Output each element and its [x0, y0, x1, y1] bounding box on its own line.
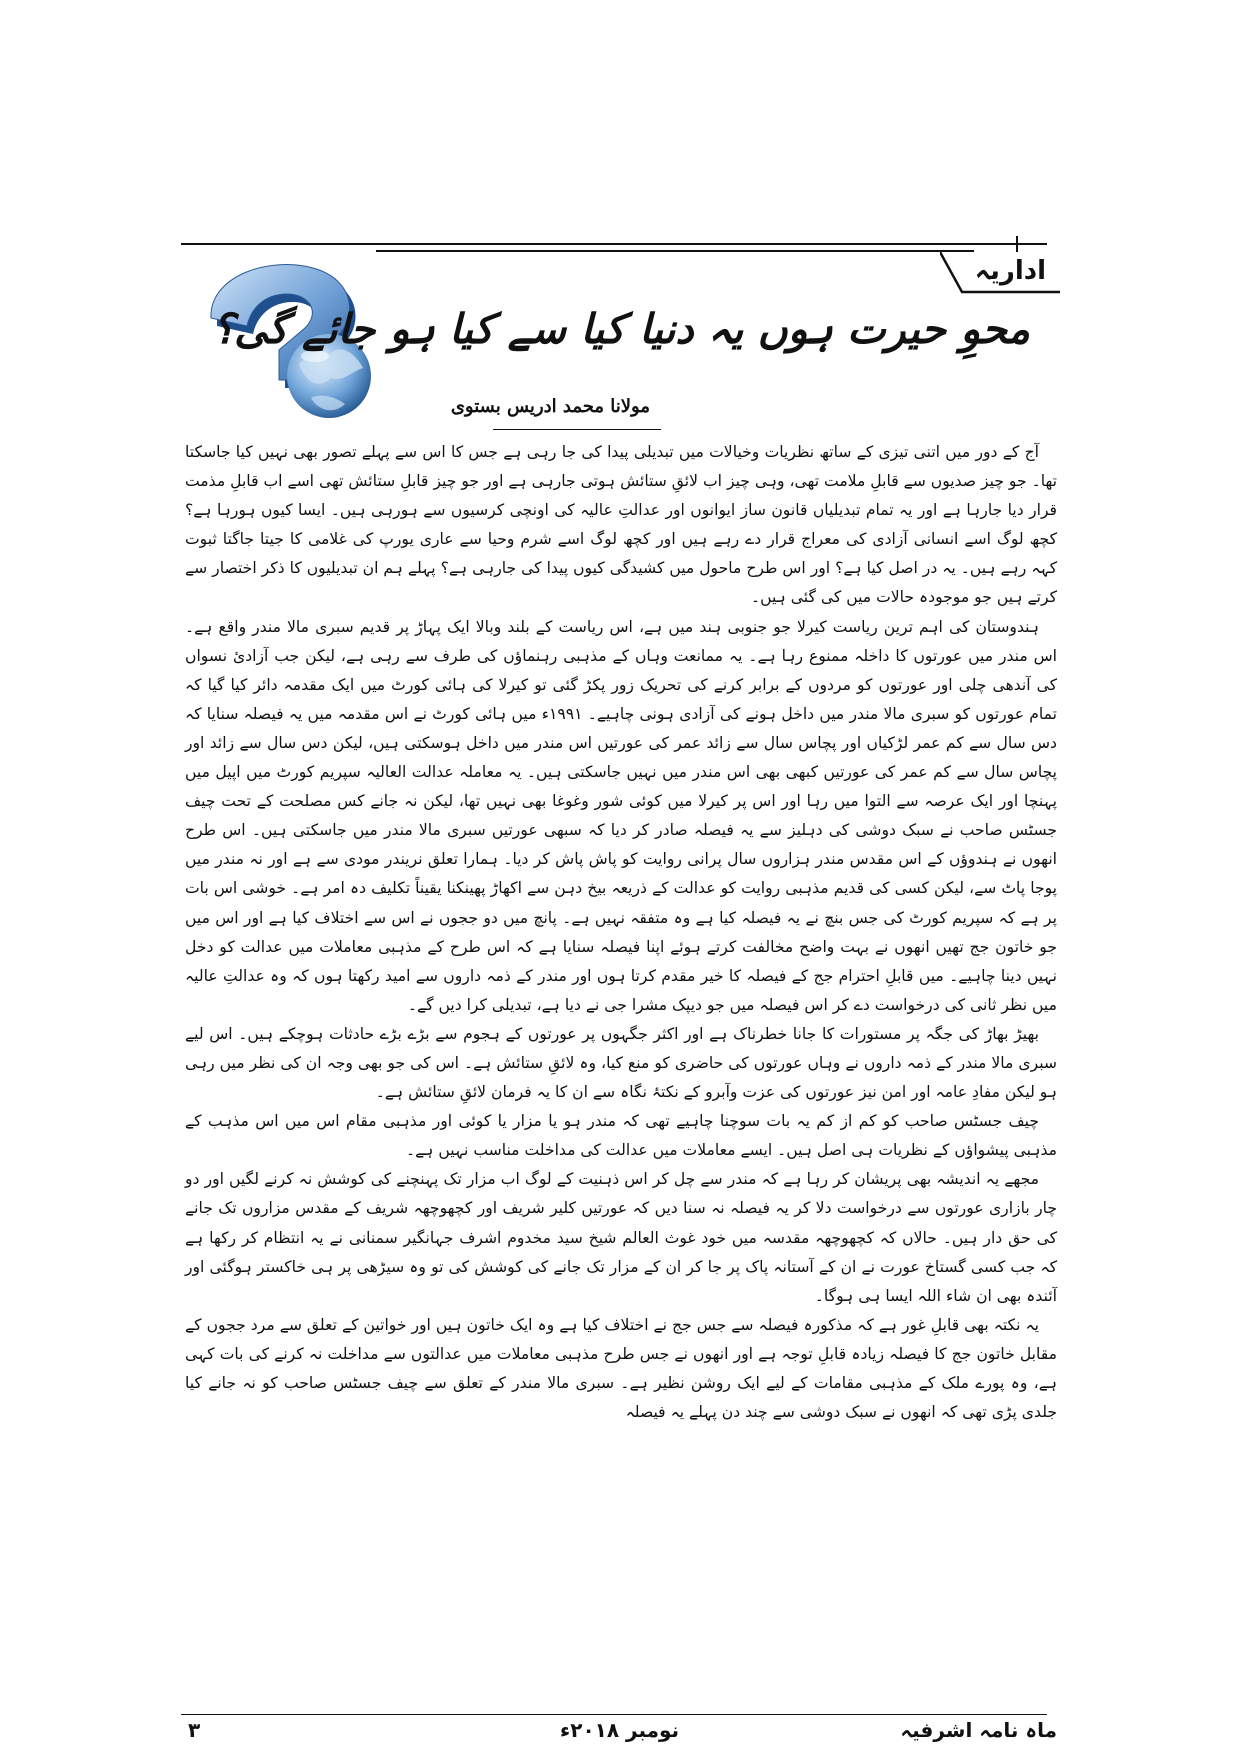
article-paragraph: یہ نکتہ بھی قابلِ غور ہے کہ مذکورہ فیصلہ سے جس جج نے اختلاف کیا ہے وہ ایک خاتون ہیں اور خواتین کے تعلق سے مرد ججوں کے مقابل خاتون جج کا فیصلہ زیادہ قابلِ توجہ ہے اور انھوں نے جس طرح مذہبی معاملات میں عدالتوں سے مداخلت نہ کرنے کی بات کہی ہے، وہ پورے ملک کے مذہبی مقامات کے لیے ایک روشن نظیر ہے۔ سبری مالا مندر کے تعلق سے چیف جسٹس صاحب کو نہ جانے کیا جلدی پڑی تھی کہ انھوں نے سبک دوشی سے چند دن پہلے یہ فیصلہ [185, 1315, 1057, 1422]
article-paragraph: مجھے یہ اندیشہ بھی پریشان کر رہا ہے کہ مندر سے چل کر اس ذہنیت کے لوگ اب مزار تک پہنچنے کی کوشش نہ کرنے لگیں اور دو چار بازاری عورتوں سے درخواست دلا کر یہ فیصلہ نہ سنا دیں کہ عورتیں کلیر شریف اور کچھوچھہ شریف کے مقدس مزاروں تک جانے کی حق دار ہیں۔ حالاں کہ کچھوچھہ مقدسہ میں خود غوث العالم شیخ سید مخدوم اشرف جہانگیر سمنانی نے یہ انتظام کر رکھا ہے کہ جب کسی گستاخ عورت نے ان کے آستانہ پاک پر جا کر ان کے مزار تک جانے کی کوشش کی تو وہ سیڑھی پر ہی خاکستر ہوگئی اور آئندہ بھی ان شاء اللہ ایسا ہی ہوگا۔ [185, 1170, 1057, 1305]
article-paragraph: ہندوستان کی اہم ترین ریاست کیرلا جو جنوبی ہند میں ہے، اس ریاست کے بلند وبالا ایک پہاڑ پر قدیم سبری مالا مندر واقع ہے۔ اس مندر میں عورتوں کا داخلہ ممنوع رہا ہے۔ یہ ممانعت وہاں کے مذہبی رہنماؤں کی طرف سے رہی ہے، لیکن جب آزادیٔ نسواں کی آندھی چلی اور عورتوں کو مردوں کے برابر کرنے کی تحریک زور پکڑ گئی تو کیرلا کی ہائی کورٹ میں ایک مقدمہ دائر کیا گیا کہ تمام عورتوں کو سبری مالا مندر میں داخل ہونے کی آزادی ہونی چاہیے۔ ۱۹۹۱ء میں ہائی کورٹ نے اس مقدمہ میں یہ فیصلہ سنایا کہ دس سال سے کم عمر لڑکیاں اور پچاس سال سے زائد عمر کی عورتیں اس مندر میں داخل ہوسکتی ہیں، لیکن دس سال سے زائد اور پچاس سال سے کم عمر کی عورتیں کبھی بھی اس مندر میں نہیں جاسکتی ہیں۔ یہ معاملہ عدالت العالیہ سپریم کورٹ میں اپیل میں پہنچا اور ایک عرصہ سے التوا میں رہا اور اس پر کیرلا میں کوئی شور وغوغا بھی نہیں تھا، لیکن نہ جانے کس مصلحت کے تحت چیف جسٹس صاحب نے سبک دوشی کی دہلیز سے یہ فیصلہ صادر کر دیا کہ سبھی عورتیں سبری مالا مندر میں جاسکتی ہیں۔ اس طرح انھوں نے ہندوؤں کے اس مقدس مندر ہزاروں سال پرانی روایت کو پاش پاش کر دیا۔ ہمارا تعلق نریندر مودی سے ہے اور نہ مندر میں پوجا پاٹ سے، لیکن کسی کی قدیم مذہبی روایت کو عدالت کے ذریعہ بیخ دہن سے اکھاڑ پھینکنا یقیناً تکلیف دہ امر ہے۔ خوشی اس بات پر ہے کہ سپریم کورٹ کی جس بنچ نے یہ فیصلہ کیا ہے وہ متفقہ نہیں ہے۔ پانچ میں دو ججوں نے اس سے اختلاف کیا ہے اور اس میں جو خاتون جج تھیں انھوں نے بہت واضح مخالفت کرتے ہوئے اپنا فیصلہ سنایا ہے کہ اس طرح کے مذہبی معاملات میں عدالت کو دخل نہیں دینا چاہیے۔ میں قابلِ احترام جج کے فیصلہ کا خیر مقدم کرتا ہوں اور مندر کے ذمہ داروں سے امید رکھتا ہوں کہ وہ عدالتِ عالیہ میں نظر ثانی کی درخواست دے کر اس فیصلہ میں جو دیپک مشرا جی نے دیا ہے، تبدیلی کرا دیں گے۔ [185, 617, 1057, 1014]
article-body [185, 438, 1057, 1427]
article-paragraph: چیف جسٹس صاحب کو کم از کم یہ بات سوچنا چاہیے تھی کہ مندر ہو یا مزار یا کوئی اور مذہبی مقام اس میں اس مذہب کے مذہبی پیشواؤں کے نظریات ہی اصل ہیں۔ ایسے معاملات میں عدالت کی مداخلت مناسب نہیں ہے۔ [185, 1112, 1057, 1160]
footer-page-number: ۳ [188, 1718, 201, 1742]
section-tag [940, 252, 1060, 296]
byline-underline [493, 429, 661, 430]
header-rule [181, 243, 1047, 245]
header-cross-mark-bar [1010, 243, 1024, 245]
article-paragraph: آج کے دور میں اتنی تیزی کے ساتھ نظریات وخیالات میں تبدیلی پیدا کی جا رہی ہے جس کا اس سے پہلے تصور بھی نہیں کیا جاسکتا تھا۔ جو چیز صدیوں سے قابلِ ملامت تھی، وہی چیز اب لائقِ ستائش ہوتی جارہی ہے اور جو چیز قابلِ ستائش تھی اسے اب قابلِ مذمت قرار دیا جارہا ہے اور یہ تمام تبدیلیاں قانون ساز ایوانوں اور عدالتِ عالیہ کی اونچی کرسیوں سے ہورہی ہیں۔ ایسا کیوں ہورہا ہے؟ کچھ لوگ اسے انسانی آزادی کی معراج قرار دے رہے ہیں اور کچھ لوگ اسے شرم وحیا سے عاری یورپ کی غلامی کا جیتا جاگتا ثبوت کہہ رہے ہیں۔ یہ در اصل کیا ہے؟ اور اس طرح ماحول میں کشیدگی کیوں پیدا کی جارہی ہے؟ پہلے ہم ان تبدیلیوں کا ذکر اختصار سے کرتے ہیں جو موجودہ حالات میں کی گئی ہیں۔ [185, 443, 1057, 607]
article-paragraph: بھیڑ بھاڑ کی جگہ پر مستورات کا جانا خطرناک ہے اور اکثر جگہوں پر عورتوں کے ہجوم سے بڑے بڑے حادثات ہوچکے ہیں۔ اس لیے سبری مالا مندر کے ذمہ داروں نے وہاں عورتوں کی حاضری کو منع کیا، وہ لائقِ ستائش ہے۔ اس کی جو بھی وجہ ان کی نظر میں رہی ہو لیکن مفادِ عامہ اور امن نیز عورتوں کی عزت وآبرو کے نکتۂ نگاہ سے ان کا یہ فرمان لائقِ ستائش ہے۔ [185, 1024, 1057, 1102]
header-rule-secondary [376, 250, 974, 252]
footer-issue-date: نومبر ۲۰۱۸ء [560, 1718, 680, 1742]
footer-rule [181, 1714, 1047, 1715]
section-tag-label: اداریہ [974, 256, 1046, 286]
footer-magazine-name: ماہ نامہ اشرفیہ [900, 1718, 1057, 1742]
article-headline: محوِ حیرت ہوں یہ دنیا کیا سے کیا ہو جائے گی؟ [212, 305, 1030, 353]
author-byline: مولانا محمد ادریس بستوی [450, 396, 650, 417]
